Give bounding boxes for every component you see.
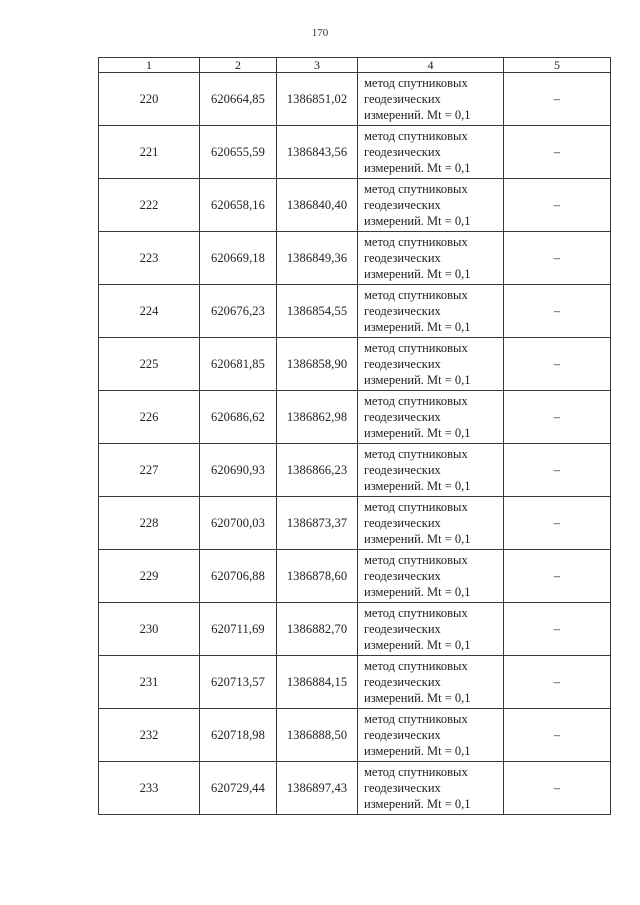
table-row	[99, 603, 611, 656]
x-coordinate-cell: 620690,93	[200, 444, 277, 497]
point-number-cell: 231	[99, 656, 200, 709]
method-cell: метод спутниковых геодезических измерений. Mt = 0,1	[358, 338, 504, 391]
table-row	[99, 338, 611, 391]
method-cell: метод спутниковых геодезических измерений. Mt = 0,1	[358, 73, 504, 126]
note-cell: –	[504, 179, 611, 232]
table-row	[99, 709, 611, 762]
method-cell: метод спутниковых геодезических измерений. Mt = 0,1	[358, 762, 504, 815]
table-row	[99, 550, 611, 603]
y-coordinate-cell: 1386897,43	[277, 762, 358, 815]
table-row	[99, 656, 611, 709]
x-coordinate-cell: 620681,85	[200, 338, 277, 391]
note-cell: –	[504, 73, 611, 126]
table-row	[99, 73, 611, 126]
table-row	[99, 232, 611, 285]
table-row	[99, 285, 611, 338]
point-number-cell: 223	[99, 232, 200, 285]
x-coordinate-cell: 620658,16	[200, 179, 277, 232]
point-number-cell: 230	[99, 603, 200, 656]
table-header-row	[99, 58, 611, 73]
point-number-cell: 224	[99, 285, 200, 338]
point-number-cell: 228	[99, 497, 200, 550]
method-cell: метод спутниковых геодезических измерений. Mt = 0,1	[358, 391, 504, 444]
x-coordinate-cell: 620676,23	[200, 285, 277, 338]
table-row	[99, 179, 611, 232]
column-header: 4	[358, 58, 504, 73]
point-number-cell: 220	[99, 73, 200, 126]
table-row	[99, 762, 611, 815]
point-number-cell: 232	[99, 709, 200, 762]
method-cell: метод спутниковых геодезических измерений. Mt = 0,1	[358, 126, 504, 179]
note-cell: –	[504, 709, 611, 762]
column-header: 5	[504, 58, 611, 73]
method-cell: метод спутниковых геодезических измерений. Mt = 0,1	[358, 497, 504, 550]
point-number-cell: 233	[99, 762, 200, 815]
table-row	[99, 497, 611, 550]
column-header: 1	[99, 58, 200, 73]
y-coordinate-cell: 1386884,15	[277, 656, 358, 709]
method-cell: метод спутниковых геодезических измерений. Mt = 0,1	[358, 656, 504, 709]
y-coordinate-cell: 1386851,02	[277, 73, 358, 126]
y-coordinate-cell: 1386849,36	[277, 232, 358, 285]
x-coordinate-cell: 620700,03	[200, 497, 277, 550]
method-cell: метод спутниковых геодезических измерений. Mt = 0,1	[358, 603, 504, 656]
y-coordinate-cell: 1386873,37	[277, 497, 358, 550]
column-header: 2	[200, 58, 277, 73]
x-coordinate-cell: 620664,85	[200, 73, 277, 126]
note-cell: –	[504, 338, 611, 391]
x-coordinate-cell: 620655,59	[200, 126, 277, 179]
note-cell: –	[504, 232, 611, 285]
note-cell: –	[504, 497, 611, 550]
y-coordinate-cell: 1386858,90	[277, 338, 358, 391]
x-coordinate-cell: 620729,44	[200, 762, 277, 815]
y-coordinate-cell: 1386888,50	[277, 709, 358, 762]
note-cell: –	[504, 656, 611, 709]
note-cell: –	[504, 762, 611, 815]
y-coordinate-cell: 1386878,60	[277, 550, 358, 603]
note-cell: –	[504, 444, 611, 497]
table-row	[99, 126, 611, 179]
coordinates-table	[98, 57, 611, 815]
point-number-cell: 227	[99, 444, 200, 497]
method-cell: метод спутниковых геодезических измерений. Mt = 0,1	[358, 709, 504, 762]
y-coordinate-cell: 1386854,55	[277, 285, 358, 338]
x-coordinate-cell: 620711,69	[200, 603, 277, 656]
y-coordinate-cell: 1386866,23	[277, 444, 358, 497]
note-cell: –	[504, 391, 611, 444]
method-cell: метод спутниковых геодезических измерений. Mt = 0,1	[358, 179, 504, 232]
note-cell: –	[504, 126, 611, 179]
note-cell: –	[504, 603, 611, 656]
y-coordinate-cell: 1386882,70	[277, 603, 358, 656]
page-number: 170	[311, 27, 329, 39]
method-cell: метод спутниковых геодезических измерений. Mt = 0,1	[358, 285, 504, 338]
x-coordinate-cell: 620713,57	[200, 656, 277, 709]
method-cell: метод спутниковых геодезических измерений. Mt = 0,1	[358, 232, 504, 285]
x-coordinate-cell: 620718,98	[200, 709, 277, 762]
y-coordinate-cell: 1386840,40	[277, 179, 358, 232]
note-cell: –	[504, 550, 611, 603]
x-coordinate-cell: 620669,18	[200, 232, 277, 285]
method-cell: метод спутниковых геодезических измерений. Mt = 0,1	[358, 550, 504, 603]
y-coordinate-cell: 1386862,98	[277, 391, 358, 444]
point-number-cell: 222	[99, 179, 200, 232]
column-header: 3	[277, 58, 358, 73]
note-cell: –	[504, 285, 611, 338]
x-coordinate-cell: 620686,62	[200, 391, 277, 444]
y-coordinate-cell: 1386843,56	[277, 126, 358, 179]
point-number-cell: 229	[99, 550, 200, 603]
method-cell: метод спутниковых геодезических измерений. Mt = 0,1	[358, 444, 504, 497]
x-coordinate-cell: 620706,88	[200, 550, 277, 603]
point-number-cell: 226	[99, 391, 200, 444]
point-number-cell: 221	[99, 126, 200, 179]
table-row	[99, 391, 611, 444]
table-row	[99, 444, 611, 497]
point-number-cell: 225	[99, 338, 200, 391]
